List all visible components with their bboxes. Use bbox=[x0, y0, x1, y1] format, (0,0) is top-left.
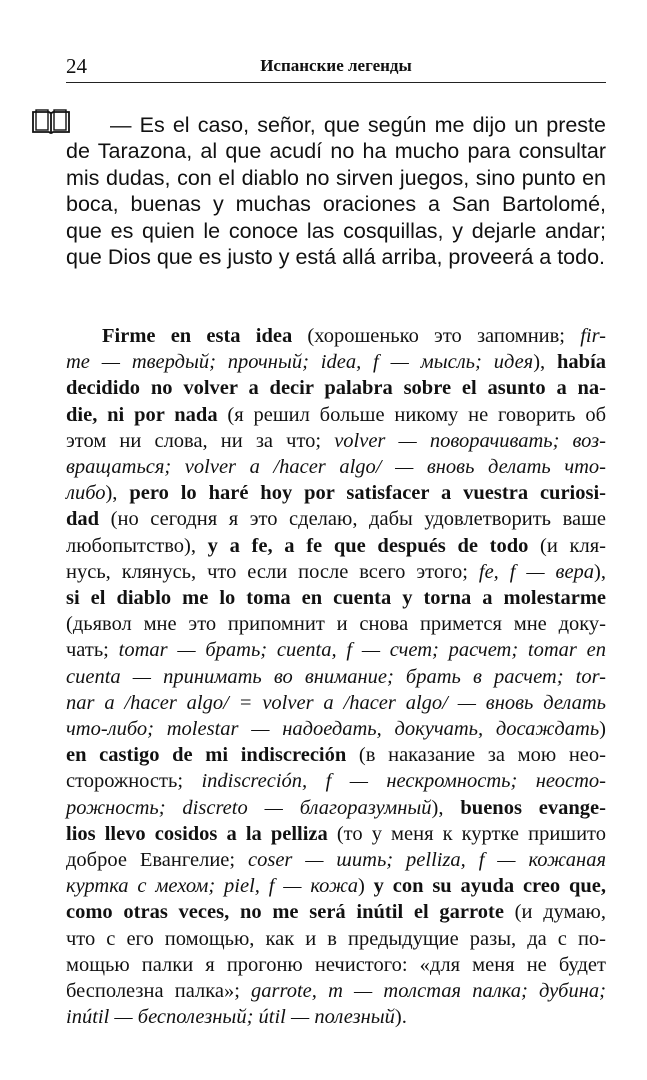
translation-text: ) bbox=[599, 718, 606, 741]
spanish-source-text: y con su ayuda creo que, bbox=[373, 875, 606, 898]
quote-paragraph: — Es el caso, señor, que según me dijo un preste de Tarazona, al que acudí no ha mucho para consultar mis dudas, con el diablo no sirven juegos, sino punto en boca, buenas y muchas oraciones a San Bartolomé, que es quien le conoce las cosquillas, y dejarle andar; que Dios que es justo y está allá arriba, proveerá a todo. bbox=[66, 113, 606, 270]
glossary-term: inútil — бесполезный; útil — полезный bbox=[66, 1006, 395, 1029]
glossary-term: рожность; discreto — благоразумный bbox=[66, 796, 432, 819]
translation-text: бесполезна палка»; bbox=[66, 980, 252, 1003]
text-line bbox=[66, 952, 606, 978]
translation-text: ), bbox=[594, 560, 606, 583]
translation-text: мощью палки я прогоню нечистого: «для меня не будет bbox=[66, 953, 606, 976]
text-line bbox=[66, 664, 606, 690]
spanish-source-text: Firme en esta idea bbox=[102, 325, 293, 347]
text-line bbox=[66, 428, 606, 454]
spanish-source-text: decidido no volver a decir palabra sobre el asunto a na- bbox=[66, 377, 606, 400]
glossary-term: coser — шить; pelliza, f — кожаная bbox=[248, 849, 606, 872]
translation-text: ), bbox=[431, 796, 461, 819]
glossary-term: nar a /hacer algo/ = volver a /hacer algo/ — вновь делать bbox=[66, 691, 606, 714]
glossary-term: garrote, m — толстая палка; дубина; bbox=[251, 980, 606, 1003]
translation-text: этом ни слова, ни за что; bbox=[66, 429, 335, 452]
translation-text: что с его помощью, как и в предыдущие разы, да с по- bbox=[66, 927, 606, 950]
translation-text: доброе Евангелие; bbox=[66, 849, 248, 872]
text-line bbox=[66, 716, 606, 742]
text-line bbox=[66, 349, 606, 375]
glossary-term: fir- bbox=[580, 325, 607, 347]
text-line bbox=[66, 847, 606, 873]
translation-text: ), bbox=[105, 482, 130, 505]
translation-text: (и думаю, bbox=[503, 901, 606, 924]
commentary-paragraph bbox=[66, 323, 606, 1030]
text-line bbox=[66, 375, 606, 401]
glossary-term: cuenta — принимать во внимание; брать в расчет; tor- bbox=[66, 665, 606, 688]
text-line bbox=[66, 506, 606, 532]
translation-text: чать; bbox=[66, 639, 119, 662]
spanish-source-text: die, ni por nada bbox=[66, 403, 218, 426]
text-line bbox=[66, 480, 606, 506]
spanish-source-text: buenos evange- bbox=[460, 796, 606, 819]
text-line bbox=[66, 454, 606, 480]
spanish-source-text: si el diablo me lo toma en cuenta y torna a molestarme bbox=[66, 587, 606, 610]
text-line bbox=[66, 926, 606, 952]
running-header bbox=[66, 52, 606, 83]
translation-text: ), bbox=[533, 351, 558, 374]
translation-text: (и кля- bbox=[528, 534, 606, 557]
open-book-icon bbox=[31, 109, 71, 135]
text-line bbox=[66, 637, 606, 663]
translation-text: (в наказание за мою нео- bbox=[346, 744, 606, 767]
glossary-term: indiscreción, f — нескромность; неосто- bbox=[201, 770, 606, 793]
spanish-source-text: había bbox=[557, 351, 607, 374]
text-line bbox=[66, 742, 606, 768]
glossary-term: me — твердый; прочный; idea, f — мысль; идея bbox=[66, 351, 534, 374]
glossary-term: либо bbox=[66, 482, 106, 505]
translation-text: нусь, клянусь, что если после всего этого; bbox=[66, 560, 479, 583]
spanish-source-text: y a fe, a fe que después de todo bbox=[207, 534, 529, 557]
glossary-term: fe, f — вера bbox=[478, 560, 595, 583]
text-line bbox=[66, 978, 606, 1004]
text-line bbox=[66, 768, 606, 794]
text-line bbox=[66, 821, 606, 847]
glossary-term: volver — поворачивать; воз- bbox=[334, 429, 606, 452]
text-line bbox=[66, 795, 606, 821]
translation-text: любопытство), bbox=[66, 534, 208, 557]
glossary-term: вращаться; volver a /hacer algo/ — вновь делать что- bbox=[66, 456, 606, 479]
translation-text: (то у меня к куртке пришито bbox=[327, 822, 606, 845]
translation-text: ). bbox=[394, 1006, 407, 1029]
text-line bbox=[66, 533, 606, 559]
translation-text: ) bbox=[357, 875, 374, 898]
translation-text: (дьявол мне это припомнит и снова примется мне доку- bbox=[66, 613, 606, 636]
spanish-source-text: lios llevo cosidos a la pelliza bbox=[66, 822, 328, 845]
glossary-term: tomar — брать; cuenta, f — счет; расчет; tomar en bbox=[118, 639, 606, 662]
spanish-source-text: en castigo de mi indiscreción bbox=[66, 744, 347, 767]
spanish-source-text: dad bbox=[66, 508, 100, 531]
page-number: 24 bbox=[66, 54, 87, 78]
translation-text: (я решил больше никому не говорить об bbox=[217, 403, 607, 426]
text-line bbox=[66, 690, 606, 716]
spanish-source-text: pero lo haré hoy por satisfacer a vuestra curiosi- bbox=[129, 482, 607, 505]
glossary-term: куртка с мехом; piel, f — кожа bbox=[66, 875, 358, 898]
translation-text: (хорошенько это запомнив; bbox=[292, 325, 581, 347]
running-title: Испанские легенды bbox=[260, 56, 412, 75]
text-line bbox=[66, 1004, 606, 1030]
spanish-source-text: como otras veces, no me será inútil el garrote bbox=[66, 901, 504, 924]
text-line bbox=[66, 402, 606, 428]
text-line bbox=[66, 559, 606, 585]
translation-text: сторожность; bbox=[66, 770, 202, 793]
text-line bbox=[66, 873, 606, 899]
text-line bbox=[66, 585, 606, 611]
translation-text: (но сегодня я это сделаю, дабы удовлетворить ваше bbox=[99, 508, 606, 531]
glossary-term: что-либо; molestar — надоедать, докучать, досаждать bbox=[66, 718, 600, 741]
text-line bbox=[66, 899, 606, 925]
text-line bbox=[66, 611, 606, 637]
text-line bbox=[66, 323, 606, 349]
